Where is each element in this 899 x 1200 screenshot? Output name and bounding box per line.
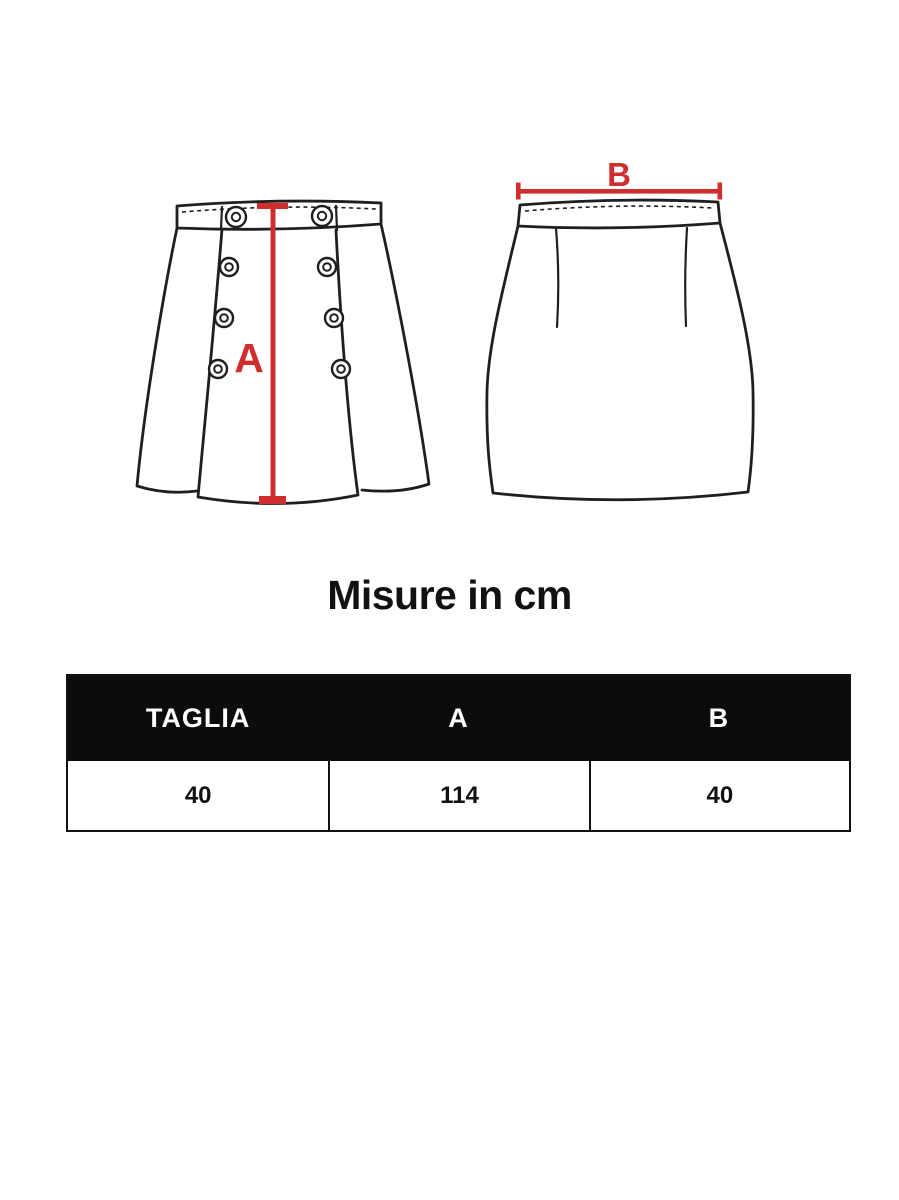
skirt-button — [312, 206, 332, 226]
skirt-button — [209, 360, 227, 378]
size-table-header — [68, 676, 849, 761]
measure-label-A: A — [234, 335, 264, 381]
cell-measure-b: 40 — [589, 761, 849, 830]
table-row — [68, 761, 849, 830]
cell-measure-a: 114 — [328, 761, 588, 830]
skirt-button — [226, 207, 246, 227]
header-a: A — [448, 703, 469, 733]
front-placket-seam-right — [336, 206, 337, 230]
size-table — [66, 674, 851, 832]
skirt-technical-drawings — [0, 0, 899, 560]
skirt-button — [220, 258, 238, 276]
skirt-button — [325, 309, 343, 327]
back-body — [487, 223, 753, 500]
header-taglia: TAGLIA — [145, 703, 251, 733]
front-right-panel — [362, 224, 429, 491]
skirt-button — [215, 309, 233, 327]
skirt-back-drawing — [487, 156, 753, 500]
measure-label-B: B — [607, 156, 631, 193]
skirt-front-drawing — [137, 201, 429, 504]
back-waistband — [518, 200, 720, 228]
page-title: Misure in cm — [327, 572, 572, 618]
back-dart-left — [556, 228, 558, 327]
skirt-button — [318, 258, 336, 276]
header-b: B — [708, 703, 730, 733]
skirt-button — [332, 360, 350, 378]
front-left-panel — [137, 228, 197, 492]
cell-size: 40 — [184, 781, 212, 809]
back-dart-right — [685, 228, 687, 326]
front-placket-seam-left — [221, 207, 222, 229]
